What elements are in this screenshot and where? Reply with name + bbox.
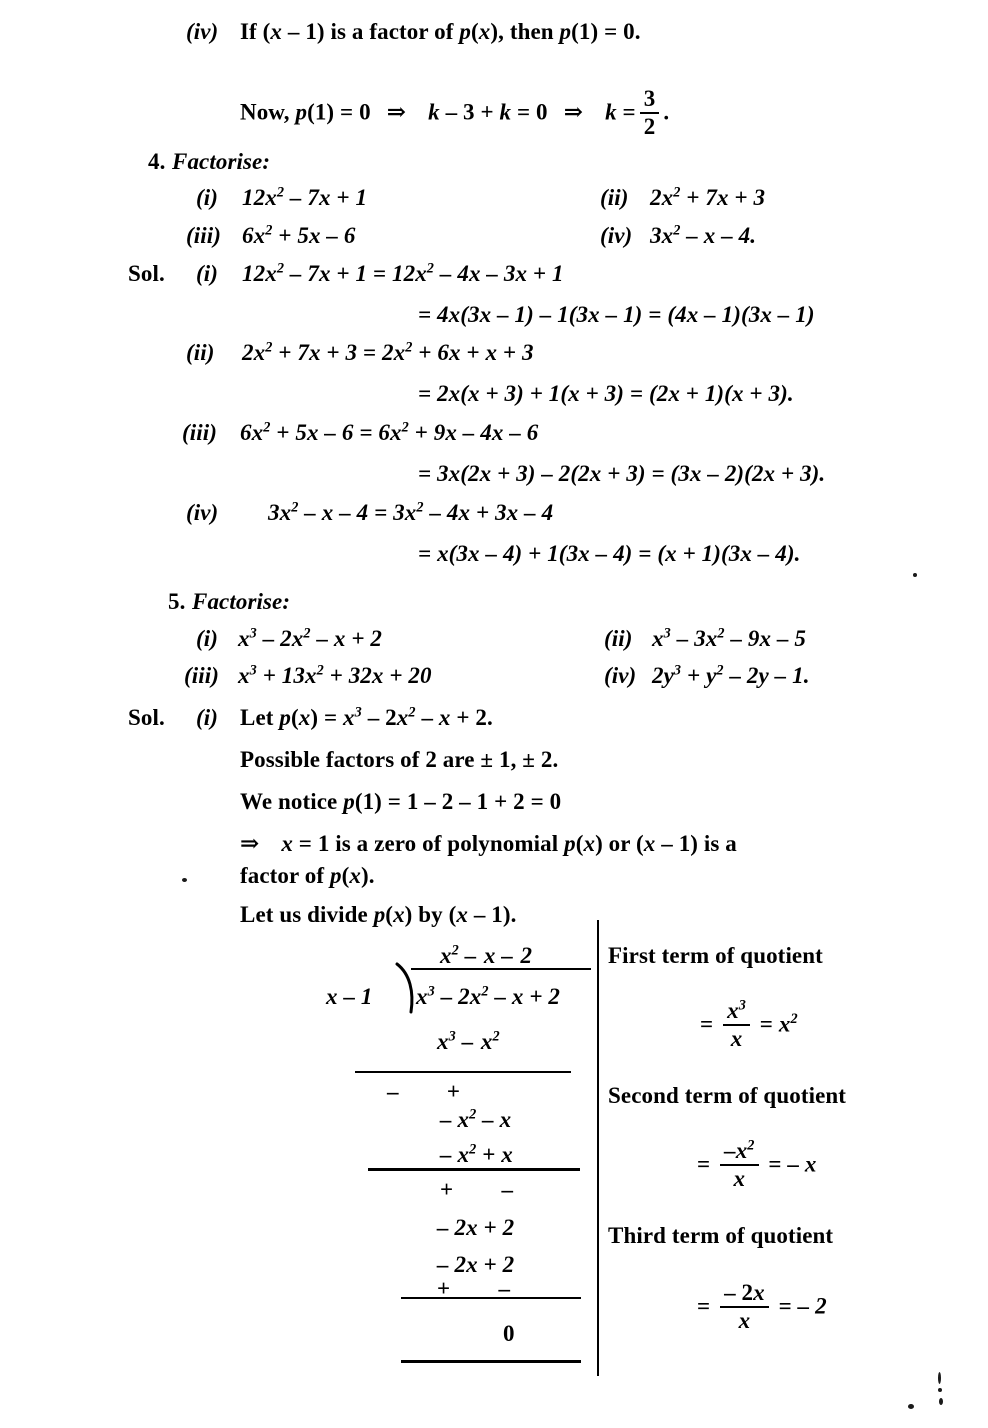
annotation-3-label: Third term of quotient (608, 1223, 834, 1248)
annotation-1-fraction (723, 999, 750, 1051)
division-row-product-2: – $x^2 + x$ (440, 1141, 513, 1167)
q5-item-i-expr: $x^3 - 2x^2 - x + 2$ (238, 625, 383, 651)
q5-step-3: We notice p(1) = 1 – 2 – 1 + 2 = 0 (240, 789, 562, 814)
q4-sol-iv-line1: $3x^2 - x - 4 = 3x^2 - 4x + 3x - 4$ (268, 499, 554, 525)
annotation-2-fraction (720, 1139, 758, 1191)
annotation-2-expression: = $\frac{-x^2}{x}$ = – x (697, 1137, 817, 1192)
scan-speck (908, 1404, 914, 1409)
q4-item-iii-marker: (iii) (186, 223, 221, 248)
top-note-text: If (x – 1) is a factor of p(x), then p(1) = 0. (240, 19, 641, 44)
q5-solution-label: Sol. (128, 705, 165, 730)
fraction-denominator: 2 (640, 112, 660, 139)
annotation-3-numerator: – 2x (724, 1280, 765, 1305)
annotation-2-denominator: x (720, 1164, 758, 1191)
q4-sol-iv-marker: (iv) (186, 500, 219, 525)
q5-item-ii-marker: (ii) (604, 626, 633, 651)
scan-speck (939, 1398, 943, 1405)
q4-sol-iii-line1: $6x^2 + 5x - 6 = 6x^2 + 9x - 4x - 6$ (240, 419, 539, 445)
q4-item-i-marker: (i) (196, 185, 219, 210)
scan-speck (913, 573, 917, 577)
q5-step-5: factor of p(x). (240, 863, 375, 888)
q5-item-i-marker: (i) (196, 626, 219, 651)
division-row-remainder-2: – 2x + 2 (437, 1215, 515, 1240)
q4-sol-iv-line2: = x(3x – 4) + 1(3x – 4) = (x + 1)(3x – 4). (418, 541, 801, 566)
fraction-three-halves (640, 87, 660, 139)
q4-solution-label: Sol. (128, 261, 165, 286)
q5-item-iv-expr: $2y^3 + y^2 - 2y - 1$. (652, 662, 810, 688)
q5-heading: Factorise: (192, 589, 291, 614)
q5-step-4: ⇒ x = 1 is a zero of polynomial p(x) or (x – 1) is a (240, 831, 737, 856)
annotation-1-label: First term of quotient (608, 943, 823, 968)
annotation-1-numerator: $x^3$ (727, 997, 746, 1023)
division-final-remainder: 0 (503, 1321, 515, 1346)
scan-speck (938, 1388, 942, 1392)
division-rule-4 (401, 1360, 581, 1363)
division-row-remainder-1: – $x^2$ – x (440, 1106, 512, 1132)
q4-sol-ii-line1: $2x^2 + 7x + 3 = 2x^2 + 6x + x + 3$ (242, 339, 534, 365)
q5-step-1: Let $p(x) = x^3 - 2x^2 - x + 2$. (240, 704, 493, 730)
q4-item-ii-marker: (ii) (600, 185, 629, 210)
annotation-3-expression: = $\frac{- 2x}{x}$ = – 2 (697, 1280, 827, 1334)
q4-heading: Factorise: (172, 149, 271, 174)
top-note-marker: (iv) (186, 19, 219, 44)
division-quotient: $x^2$ – x – 2 (440, 942, 533, 968)
annotation-2-numerator: $-x^2$ (724, 1137, 755, 1163)
q4-item-iii-expr: $6x^2 + 5x - 6$ (242, 222, 356, 248)
division-dividend: $x^3 - 2x^2 - x + 2$ (416, 983, 561, 1009)
annotation-3-denominator: x (720, 1306, 769, 1333)
division-row-signs-2: + – (440, 1177, 514, 1202)
q4-sol-i-line2: = 4x(3x – 1) – 1(3x – 1) = (4x – 1)(3x – 1) (418, 302, 815, 327)
q5-item-iii-expr: $x^3 + 13x^2 + 32x + 20$ (238, 662, 432, 688)
q4-item-iv-marker: (iv) (600, 223, 633, 248)
q5-number: 5. (168, 589, 186, 614)
annotation-3-fraction (720, 1281, 769, 1333)
q4-sol-iii-marker: (iii) (182, 420, 217, 445)
q5-item-iii-marker: (iii) (184, 663, 219, 688)
q5-step-2: Possible factors of 2 are ± 1, ± 2. (240, 747, 559, 772)
division-row-signs-1: – + (387, 1079, 461, 1104)
q4-sol-iii-line2: = 3x(2x + 3) – 2(2x + 3) = (3x – 2)(2x + 3). (418, 461, 826, 486)
division-rule-1 (355, 1071, 571, 1073)
q5-sol-marker: (i) (196, 705, 219, 730)
q4-sol-i-marker: (i) (196, 261, 219, 286)
division-rule-2 (368, 1168, 580, 1171)
q5-step-6: Let us divide p(x) by (x – 1). (240, 902, 517, 927)
q4-number: 4. (148, 149, 166, 174)
annotation-2-label: Second term of quotient (608, 1083, 847, 1108)
q4-item-iv-expr: $3x^2$ – x – 4. (650, 222, 757, 248)
division-divisor: x – 1 (326, 984, 373, 1009)
q5-item-ii-expr: $x^3 - 3x^2 - 9x - 5$ (652, 625, 807, 651)
annotation-1-expression: = $\frac{x^3}{x}$ = $x^2$ (700, 997, 798, 1052)
q4-item-ii-expr: $2x^2 + 7x + 3$ (650, 184, 766, 210)
q5-item-iv-marker: (iv) (604, 663, 637, 688)
fraction-numerator: 3 (643, 86, 656, 111)
annotation-1-denominator: x (723, 1024, 750, 1051)
division-vinculum (411, 968, 591, 970)
scan-speck (938, 1372, 941, 1384)
division-row-product-1: $x^3 - x^2$ (437, 1028, 500, 1054)
q4-item-i-expr: $12x^2 - 7x + 1$ (242, 184, 368, 210)
division-row-signs-3: + – (437, 1276, 511, 1301)
scan-speck (182, 878, 187, 882)
q4-sol-ii-line2: = 2x(x + 3) + 1(x + 3) = (2x + 1)(x + 3). (418, 381, 794, 406)
q4-sol-i-line1: $12x^2 - 7x + 1 = 12x^2 - 4x - 3x + 1$ (242, 260, 564, 286)
q4-sol-ii-marker: (ii) (186, 340, 215, 365)
now-line: Now, p(1) = 0 ⇒ k – 3 + k = 0 ⇒ k = $\frac{3}{2}$ . (240, 86, 670, 140)
annotation-divider (597, 920, 599, 1376)
division-row-product-3: – 2x + 2 (437, 1252, 515, 1277)
